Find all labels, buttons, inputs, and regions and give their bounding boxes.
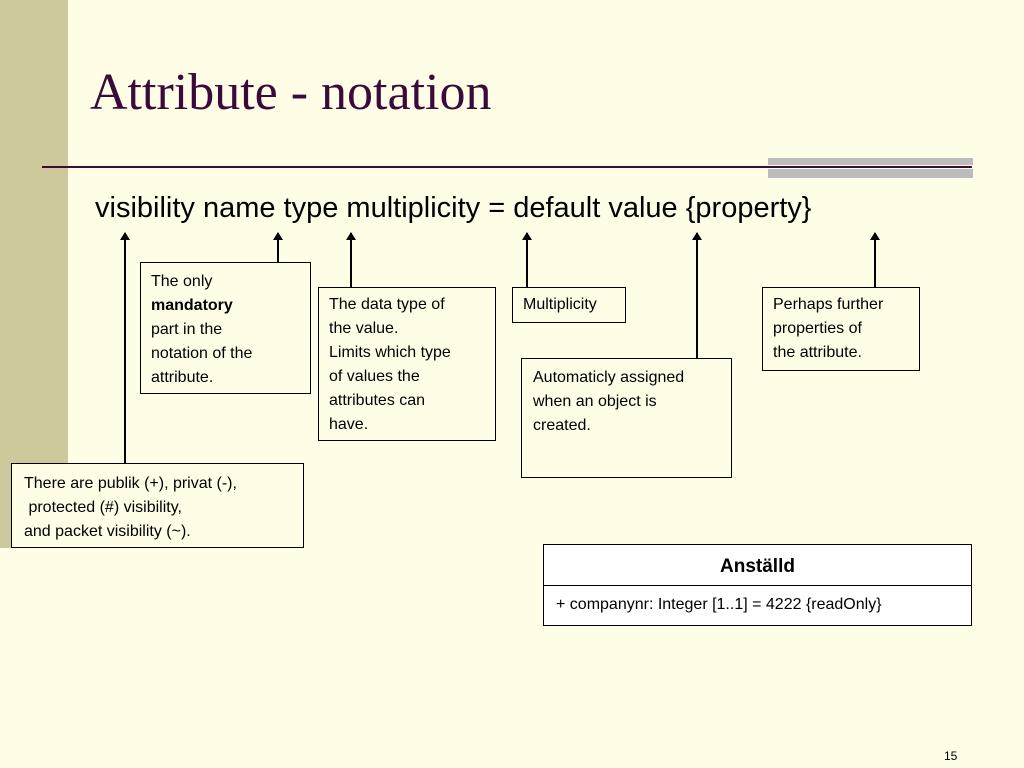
visibility-callout-box <box>11 463 304 548</box>
name-callout-line-4: notation of the <box>151 345 253 362</box>
uml-class-name: Anställd <box>544 545 971 586</box>
property-callout-line: properties of <box>773 320 862 337</box>
slide-title: Attribute - notation <box>90 64 492 121</box>
page-number: 15 <box>944 749 958 763</box>
visibility-callout-line: protected (#) visibility, <box>24 499 182 516</box>
property-callout-line: the attribute. <box>773 344 862 361</box>
multiplicity-callout-box <box>512 287 626 323</box>
default-value-callout-line: created. <box>533 417 591 434</box>
type-callout-line: The data type of <box>329 296 445 313</box>
property-callout-line: Perhaps further <box>773 296 884 313</box>
name-callout-line-1: The only <box>151 273 213 290</box>
notation-syntax: visibility name type multiplicity = default value {property} <box>95 192 812 224</box>
type-callout-box <box>318 287 496 441</box>
name-callout-line-3: part in the <box>151 321 223 338</box>
visibility-callout-line: There are publik (+), privat (-), <box>24 475 237 492</box>
type-callout-line: the value. <box>329 320 399 337</box>
default-value-callout-line: Automaticly assigned <box>533 369 685 386</box>
visibility-callout-line: and packet visibility (~). <box>24 523 191 540</box>
type-callout-line: have. <box>329 416 369 433</box>
name-callout-box <box>140 262 311 394</box>
uml-class-box <box>543 544 972 626</box>
uml-class-attribute: + companynr: Integer [1..1] = 4222 {readOnly} <box>556 596 882 613</box>
multiplicity-callout-text: Multiplicity <box>523 296 597 313</box>
default-value-callout-box <box>521 358 732 478</box>
name-callout-line-5: attribute. <box>151 369 214 386</box>
property-callout-box <box>762 287 920 371</box>
type-callout-line: attributes can <box>329 392 426 409</box>
name-callout-mandatory: mandatory <box>151 297 233 314</box>
type-callout-line: Limits which type <box>329 344 451 361</box>
default-value-callout-line: when an object is <box>533 393 657 410</box>
type-callout-line: of values the <box>329 368 420 385</box>
